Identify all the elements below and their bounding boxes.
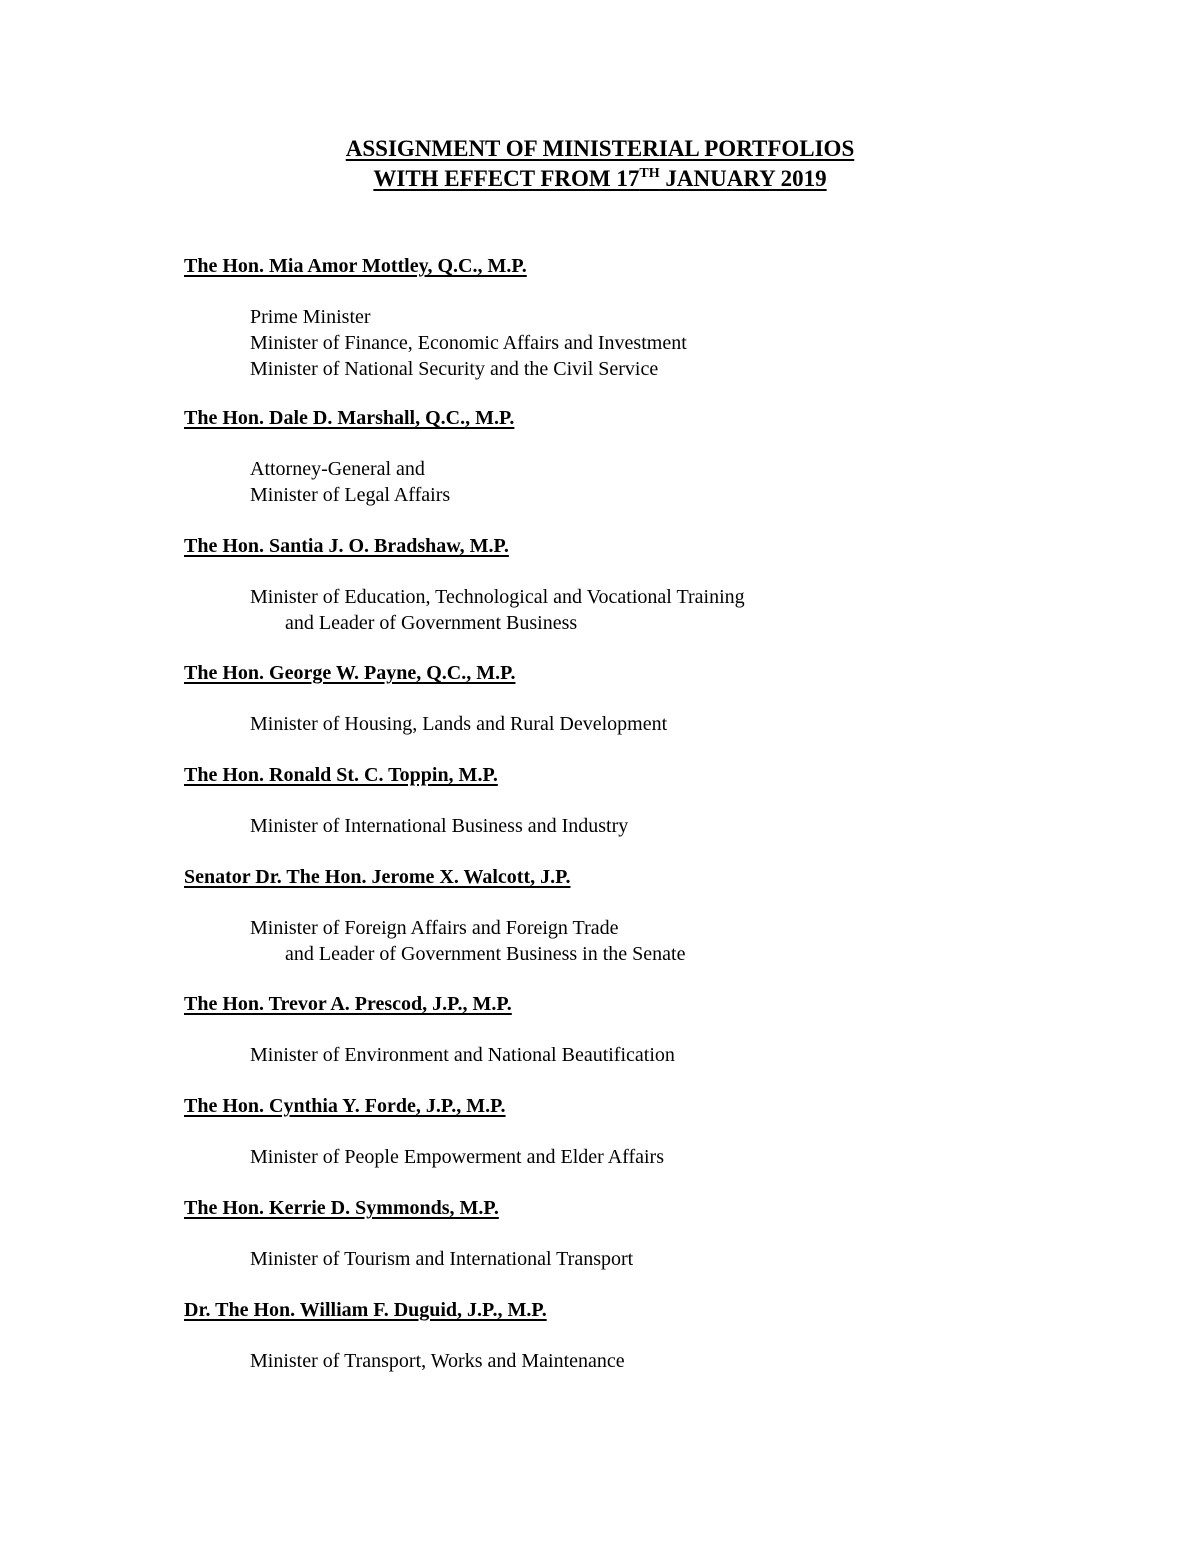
minister-entry — [184, 254, 1084, 382]
portfolio-item: Prime Minister — [250, 306, 371, 328]
minister-entry — [184, 1094, 1084, 1170]
portfolio-item: Minister of National Security and the Civil Service — [250, 358, 659, 380]
portfolio-item: Minister of Legal Affairs — [250, 484, 451, 506]
minister-entry — [184, 1196, 1084, 1272]
portfolio-list — [184, 711, 1084, 737]
minister-entry — [184, 661, 1084, 737]
title-line-2-prefix: WITH EFFECT FROM 17 — [373, 166, 640, 191]
portfolio-list — [184, 1144, 1084, 1170]
portfolio-item: Minister of International Business and Industry — [250, 815, 629, 837]
portfolio-item: and Leader of Government Business in the Senate — [285, 943, 686, 965]
minister-name: The Hon. George W. Payne, Q.C., M.P. — [184, 662, 516, 684]
minister-name: The Hon. Cynthia Y. Forde, J.P., M.P. — [184, 1095, 506, 1117]
portfolio-item: Minister of Housing, Lands and Rural Development — [250, 713, 668, 735]
minister-name: Senator Dr. The Hon. Jerome X. Walcott, J.P. — [184, 866, 571, 888]
minister-name: The Hon. Dale D. Marshall, Q.C., M.P. — [184, 407, 515, 429]
minister-entry — [184, 992, 1084, 1068]
minister-name: Dr. The Hon. William F. Duguid, J.P., M.P. — [184, 1299, 547, 1321]
portfolio-list — [184, 1042, 1084, 1068]
minister-entry — [184, 534, 1084, 636]
minister-name: The Hon. Kerrie D. Symmonds, M.P. — [184, 1197, 499, 1219]
portfolio-item: Minister of Transport, Works and Maintenance — [250, 1350, 625, 1372]
portfolio-item: Minister of Tourism and International Transport — [250, 1248, 634, 1270]
portfolio-list — [184, 584, 1084, 636]
minister-name: The Hon. Ronald St. C. Toppin, M.P. — [184, 764, 498, 786]
portfolio-list — [184, 813, 1084, 839]
portfolio-list — [184, 1348, 1084, 1374]
document-title — [0, 134, 1200, 194]
portfolio-list — [184, 304, 1084, 382]
portfolio-list — [184, 915, 1084, 967]
portfolio-item: Minister of Education, Technological and Vocational Training — [250, 586, 745, 608]
portfolio-item: Attorney-General and — [250, 458, 425, 480]
minister-name: The Hon. Santia J. O. Bradshaw, M.P. — [184, 535, 509, 557]
title-line-2-text — [373, 166, 826, 191]
minister-entry — [184, 865, 1084, 967]
minister-name: The Hon. Mia Amor Mottley, Q.C., M.P. — [184, 255, 527, 277]
minister-name: The Hon. Trevor A. Prescod, J.P., M.P. — [184, 993, 512, 1015]
portfolio-item: Minister of Environment and National Beautification — [250, 1044, 675, 1066]
portfolio-list — [184, 456, 1084, 508]
minister-entry — [184, 1298, 1084, 1374]
title-line-1-text: ASSIGNMENT OF MINISTERIAL PORTFOLIOS — [345, 136, 855, 161]
portfolio-list — [184, 1246, 1084, 1272]
portfolio-item: Minister of Finance, Economic Affairs and Investment — [250, 332, 687, 354]
portfolio-item: and Leader of Government Business — [285, 612, 578, 634]
title-line-2-superscript: TH — [639, 166, 660, 181]
minister-entry — [184, 763, 1084, 839]
title-line-2 — [0, 164, 1200, 194]
title-line-1 — [0, 134, 1200, 164]
portfolio-item: Minister of People Empowerment and Elder Affairs — [250, 1146, 664, 1168]
minister-entry — [184, 406, 1084, 508]
title-line-2-suffix: JANUARY 2019 — [659, 166, 827, 191]
portfolio-item: Minister of Foreign Affairs and Foreign Trade — [250, 917, 619, 939]
